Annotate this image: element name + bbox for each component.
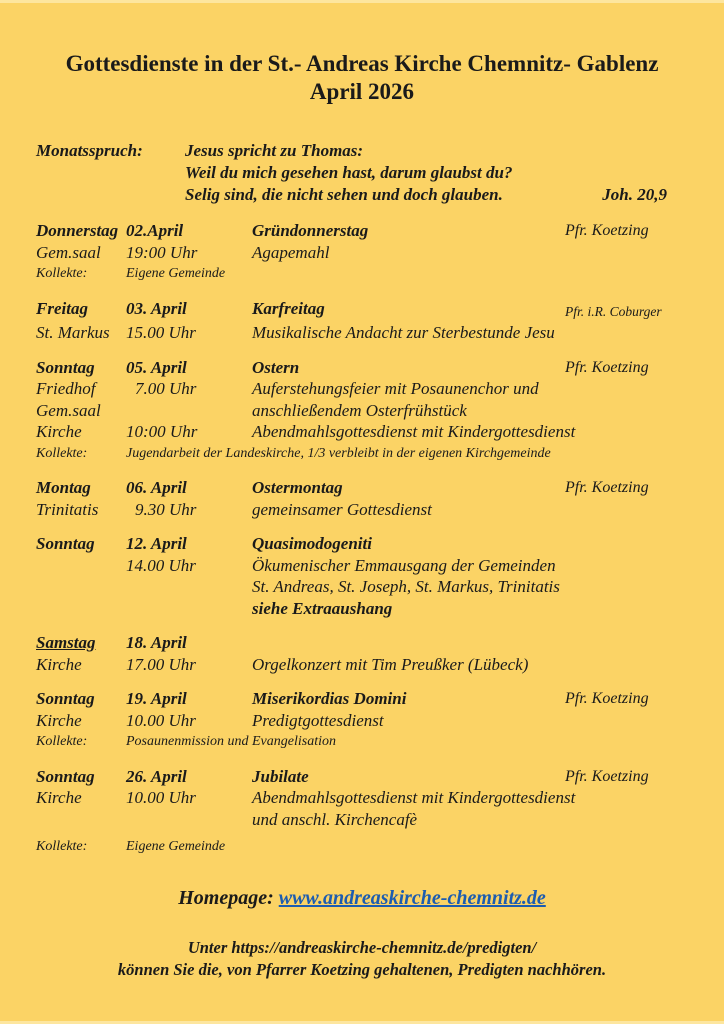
kollekte-row [36, 836, 694, 858]
time-cell [126, 400, 252, 422]
description-cell: und anschl. Kirchencafè [252, 809, 418, 829]
day-cell: Sonntag [36, 534, 95, 553]
location-cell: Kirche [36, 788, 82, 807]
event-header-row [36, 688, 694, 710]
pastor-cell: Pfr. i.R. Coburger [565, 303, 662, 319]
pastor-cell: Pfr. Koetzing [565, 479, 649, 496]
description-cell: Auferstehungsfeier mit Posaunenchor und [252, 379, 539, 398]
description-cell: St. Andreas, St. Joseph, St. Markus, Trinitatis [252, 577, 560, 596]
kollekte-row [36, 263, 694, 285]
location-cell: Gem.saal [36, 242, 101, 262]
location-cell: Kirche [36, 654, 82, 674]
description-cell: Predigtgottesdienst [252, 710, 384, 730]
kollekte-value: Eigene Gemeinde [126, 266, 226, 281]
event-jubilate [36, 766, 694, 858]
event-header-row [36, 298, 694, 323]
location-cell: St. Markus [36, 323, 110, 342]
day-cell: Sonntag [36, 766, 95, 786]
scripture-reference: Joh. 20,9 [602, 185, 667, 204]
location-cell [36, 809, 126, 831]
predigten-note-line2: können Sie die, von Pfarrer Koetzing gehaltenen, Predigten nachhören. [117, 959, 607, 979]
description-cell: anschließendem Osterfrühstück [252, 400, 467, 420]
page-edge-top [0, 0, 724, 3]
feast-cell: Ostern [252, 357, 300, 377]
description-cell: Ökumenischer Emmausgang der Gemeinden [252, 555, 556, 575]
monatsspruch-section [36, 140, 694, 206]
event-miserikordias-domini [36, 688, 694, 753]
event-list [36, 220, 694, 858]
kollekte-label: Kollekte: [36, 445, 88, 461]
time-cell: 17.00 Uhr [126, 654, 196, 674]
time-cell: 10.00 Uhr [126, 710, 196, 730]
quote-line: Weil du mich gesehen hast, darum glaubst du? [185, 163, 513, 182]
feast-cell: Karfreitag [252, 298, 325, 318]
day-cell: Donnerstag [36, 221, 119, 240]
event-header-row [36, 533, 694, 555]
event-header-row [36, 220, 694, 242]
description-cell: Musikalische Andacht zur Sterbestunde Jesu [252, 323, 555, 342]
time-cell: 10.00 Uhr [126, 788, 196, 807]
quote-line: Selig sind, die nicht sehen und doch glauben. [185, 185, 503, 204]
monatsspruch-quote [185, 140, 667, 206]
homepage-line [0, 885, 724, 911]
time-cell: 19:00 Uhr [126, 242, 198, 262]
date-cell: 26. April [126, 766, 187, 786]
time-cell [126, 809, 252, 831]
kollekte-row [36, 731, 694, 753]
date-cell: 05. April [126, 357, 187, 377]
location-cell: Kirche [36, 710, 82, 730]
kollekte-value: Posaunenmission und Evangelisation [126, 734, 336, 749]
event-detail-row [36, 787, 694, 809]
location-cell: Trinitatis [36, 499, 99, 519]
event-detail-row [36, 421, 694, 443]
event-detail-row [36, 576, 694, 598]
location-cell: Friedhof [36, 379, 96, 398]
pastor-cell: Pfr. Koetzing [565, 690, 649, 707]
event-header-row [36, 357, 694, 379]
day-cell: Sonntag [36, 357, 95, 377]
time-cell: 10:00 Uhr [126, 422, 198, 441]
time-cell: 15.00 Uhr [126, 323, 196, 342]
location-cell [36, 598, 126, 620]
quote-line: Jesus spricht zu Thomas: [185, 141, 364, 160]
day-cell: Freitag [36, 298, 88, 318]
event-detail-row [36, 654, 694, 676]
feast-cell: Jubilate [252, 766, 309, 786]
event-detail-row [36, 378, 694, 400]
homepage-link[interactable]: www.andreaskirche-chemnitz.de [278, 886, 546, 909]
homepage-label: Homepage: [178, 886, 274, 909]
day-cell: Samstag [36, 633, 96, 652]
description-cell: gemeinsamer Gottesdienst [252, 499, 432, 519]
date-cell: 06. April [126, 478, 187, 497]
description-cell: Orgelkonzert mit Tim Preußker (Lübeck) [252, 654, 529, 674]
quote-line-with-reference [185, 184, 667, 206]
event-karfreitag [36, 298, 694, 344]
feast-cell: Quasimodogeniti [252, 534, 372, 553]
time-cell: 7.00 Uhr [135, 379, 197, 398]
time-cell [126, 576, 252, 598]
event-detail-row [36, 400, 694, 422]
date-cell: 03. April [126, 298, 187, 318]
kollekte-label: Kollekte: [36, 266, 88, 281]
event-detail-row [36, 809, 694, 831]
event-detail-row [36, 499, 694, 521]
description-cell: siehe Extraaushang [252, 598, 393, 618]
event-header-row [36, 477, 694, 499]
event-header-row [36, 766, 694, 788]
description-cell: Abendmahlsgottesdienst mit Kindergottesdienst [252, 788, 576, 807]
location-cell [36, 555, 126, 577]
event-quasimodogeniti [36, 533, 694, 619]
date-cell: 19. April [126, 689, 187, 708]
event-detail-row [36, 710, 694, 732]
time-cell [126, 598, 252, 620]
date-cell: 02.April [126, 221, 184, 240]
description-cell: Abendmahlsgottesdienst mit Kindergottesdienst [252, 422, 576, 441]
feast-cell: Ostermontag [252, 478, 343, 497]
page-title-line2: April 2026 [309, 79, 415, 104]
event-gruendonnerstag [36, 220, 694, 285]
monatsspruch-label: Monatsspruch: [36, 141, 143, 160]
kollekte-label: Kollekte: [36, 839, 88, 854]
event-detail-row [36, 555, 694, 577]
day-cell: Montag [36, 478, 91, 497]
event-ostermontag [36, 477, 694, 520]
pastor-cell: Pfr. Koetzing [565, 222, 649, 239]
kollekte-row [36, 443, 694, 465]
page-title-line1: Gottesdienste in der St.- Andreas Kirche Chemnitz- Gablenz [65, 51, 659, 76]
kollekte-value: Eigene Gemeinde [126, 839, 226, 854]
kollekte-label: Kollekte: [36, 734, 88, 749]
date-cell: 18. April [126, 633, 187, 652]
date-cell: 12. April [126, 534, 187, 553]
time-cell: 14.00 Uhr [126, 555, 196, 575]
event-header-row [36, 632, 694, 654]
location-cell: Kirche [36, 422, 82, 441]
feast-cell: Miserikordias Domini [252, 689, 407, 708]
event-orgelkonzert [36, 632, 694, 675]
event-ostern [36, 357, 694, 465]
location-cell: Gem.saal [36, 400, 101, 420]
predigten-note [0, 937, 724, 981]
event-detail-row [36, 322, 694, 344]
event-detail-row [36, 242, 694, 264]
description-cell: Agapemahl [252, 242, 330, 262]
event-detail-row [36, 598, 694, 620]
pastor-cell: Pfr. Koetzing [565, 358, 649, 376]
feast-cell: Gründonnerstag [252, 221, 369, 240]
schedule-content [0, 140, 724, 858]
page-title [0, 0, 724, 106]
time-cell: 9.30 Uhr [135, 499, 197, 519]
day-cell: Sonntag [36, 689, 95, 708]
location-cell [36, 576, 126, 598]
pastor-cell: Pfr. Koetzing [565, 767, 649, 785]
predigten-note-line1: Unter https://andreaskirche-chemnitz.de/predigten/ [187, 937, 537, 957]
kollekte-value: Jugendarbeit der Landeskirche, 1/3 verbleibt in der eigenen Kirchgemeinde [126, 445, 551, 461]
